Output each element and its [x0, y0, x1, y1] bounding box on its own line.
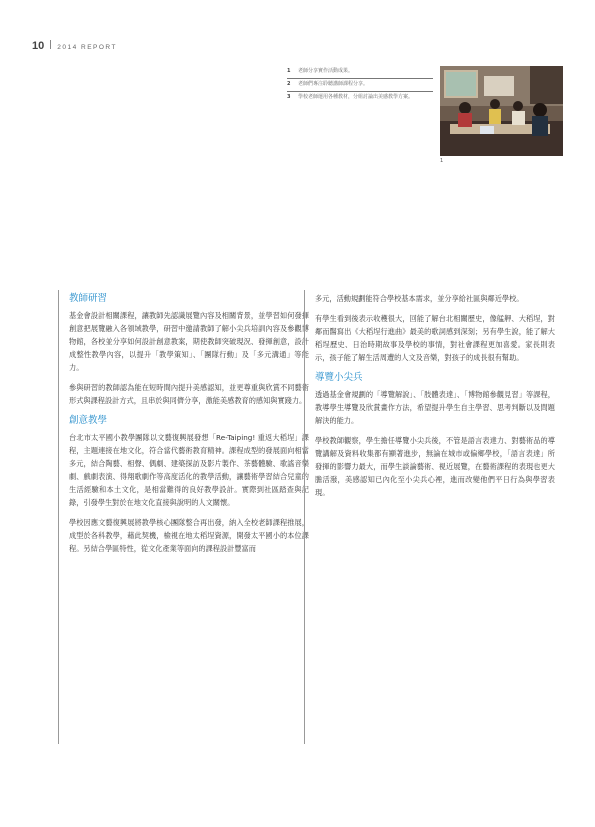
paragraph: 學校因應文藝復興展將教學核心團隊整合再出發，納入全校老師課程推展，成型於各科教學，藉此契機，檢視在地太稻埕資源，開發太平國小的本位課程。另結合學區特性，從文化產業等面向的課程設計豐富而 — [69, 518, 309, 553]
caption-text: 老師們專注聆聽講師課程分享。 — [298, 81, 369, 87]
section-title-docent: 導覽小尖兵 — [315, 372, 363, 383]
paragraph: 多元，活動規劃能符合學校基本需求，並分享給社區與鄰近學校。 — [315, 294, 524, 303]
paragraph: 學校教師觀察，學生擔任導覽小尖兵後，不管是語言表達力、對藝術品的導覽講解及資料收集都有顯著進步，無論在城市或偏鄉學校，「語言表達」所發揮的影響力最大，而學生談論藝術、視近展覽，在藝術課程的表現也更大膽活潑，美感認知已內化至小尖兵心裡，進而改變他們平日行為與學習表現。 — [315, 436, 555, 497]
caption-text: 學校老師運用各種教材，分組討論出美感教學方案。 — [298, 94, 414, 100]
paragraph: 台北市太平國小教學團隊以文藝復興展發想「Re-Taiping! 重返大稻埕」課程，主題連接在地文化，符合當代藝術教育精神。課程成型的發展面向相當多元，結合陶藝、相聲、偶劇、建築探訪及影片製作、茶藝體驗、歌謠音樂劇、戲劇表演、得翔歌劇作等高度活化的教學活動，讓藝術學習結合兒童的生活經驗和本土文化，是相當難得的良好教學設計。實際到社區踏查與記錄，引發學生對於在地文化直接與說明的人文關懷。 — [69, 433, 309, 507]
photo-number: 1 — [440, 158, 444, 164]
page-header — [32, 40, 117, 52]
caption-number: 2 — [287, 81, 291, 87]
paragraph: 參與研習的教師認為能在短時間內提升美感認知，並更尊重與欣賞不同藝術形式與課程設計方式，且串於與同儕分享，激能美感教育的感知與實踐力。 — [69, 383, 309, 405]
section-title-creative-teaching: 創意教學 — [69, 415, 108, 426]
caption-number: 3 — [287, 94, 291, 100]
photo-captions — [287, 66, 433, 104]
paragraph: 有學生看到後表示收穫很大，回能了解台北相關歷史，像艋舺、大稻埕，對鄰而醫寫出《大稻埕行進曲》最美的歌詞感到深刻；另有學生說，能了解大稻埕歷史、日治時期故事及學校的事情，對社會課程更加喜愛。家長則表示，孩子能了解生活周遭的人文及音樂，對孩子的成長很有幫助。 — [315, 314, 555, 362]
right-column — [304, 290, 555, 744]
classroom-photo — [440, 66, 563, 156]
left-column — [58, 290, 309, 744]
page-number: 10 — [32, 40, 45, 52]
caption-item — [287, 79, 433, 92]
classroom-photo-illustration — [440, 66, 563, 156]
report-label: 2014 REPORT — [57, 44, 117, 51]
caption-text: 老師分享實作活動成果。 — [298, 68, 354, 74]
paragraph: 透過基金會規劃的「導覽解說」、「肢體表達」、「博物館參觀見習」等課程，教導學生導覽及欣賞畫作方法，希望提升學生自主學習、思考判斷以及問題解決的能力。 — [315, 390, 555, 425]
section-title-teacher-training: 教師研習 — [69, 293, 108, 304]
paragraph: 基金會設計相關課程，讓教師先認識展覽內容及相關背景，並學習如何發揮創意把展覽融入各領域教學，研習中邀請教師了解小尖兵培訓內容及參觀博物館，各校並分享如何設計創意教案，期使教師突破現況、發揮創意，設計成整性教學內容，以提升「教學策知」、「團隊行動」及「多元溝通」等能力。 — [69, 311, 309, 372]
caption-item — [287, 92, 433, 104]
caption-number: 1 — [287, 68, 291, 74]
caption-item — [287, 66, 433, 79]
header-divider — [50, 40, 51, 49]
